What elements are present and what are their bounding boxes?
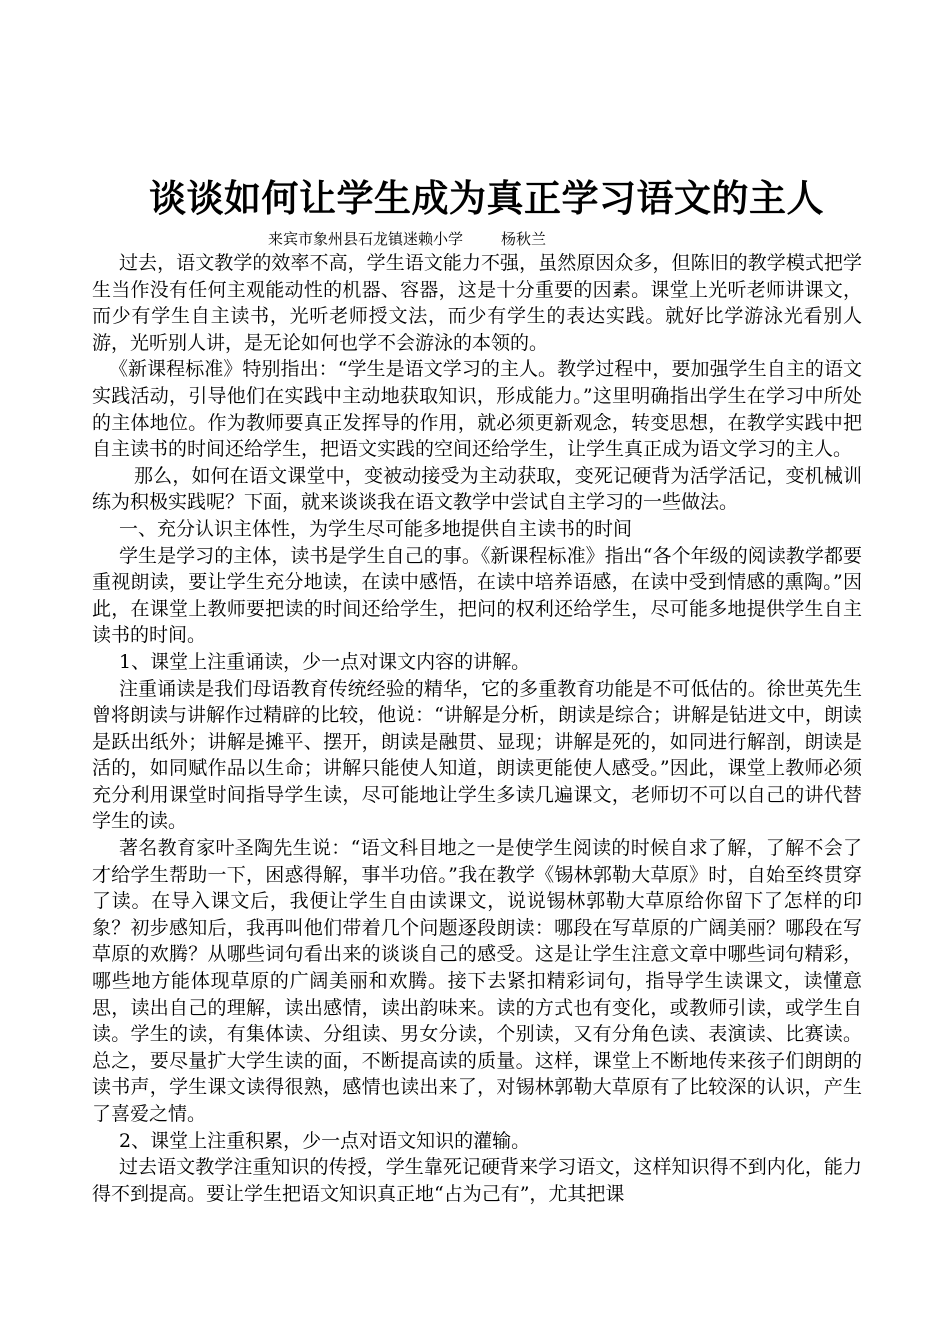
paragraph: 注重诵读是我们母语教育传统经验的精华，它的多重教育功能是不可低估的。徐世英先生曾将朗读与讲解作过精辟的比较，他说：“讲解是分析，朗读是综合；讲解是钻进文中，朗读是跃出纸外；讲解是摊平、摆开，朗读是融贯、显现；讲解是死的，如同进行解剖，朗读是活的，如同赋作品以生命；讲解只能使人知道，朗读更能使人感受。”因此，课堂上教师必须充分利用课堂时间指导学生读，尽可能地让学生多读几遍课文，老师切不可以自己的讲代替学生的读。 bbox=[92, 677, 862, 833]
document-page bbox=[92, 168, 862, 1207]
paragraph: 过去，语文教学的效率不高，学生语文能力不强，虽然原因众多，但陈旧的教学模式把学生当作没有任何主观能动性的机器、容器，这是十分重要的因素。课堂上光听老师讲课文，而少有学生自主读书，光听老师授文法，而少有学生的表达实践。就好比学游泳光看别人游，光听别人讲，是无论如何也学不会游泳的本领的。 bbox=[92, 252, 862, 354]
document-body bbox=[92, 250, 862, 1207]
author-name: 杨秋兰 bbox=[501, 230, 547, 248]
paragraph: 那么，如何在语文课堂中，变被动接受为主动获取，变死记硬背为活学活记，变机械训练为积极实践呢？下面，就来谈谈我在语文教学中尝试自主学习的一些做法。 bbox=[92, 464, 862, 514]
section-heading: 一、充分认识主体性，为学生尽可能多地提供自主读书的时间 bbox=[119, 517, 633, 540]
paragraph: 《新课程标准》特别指出：“学生是语文学习的主人。教学过程中，要加强学生自主的语文实践活动，引导他们在实践中主动地获取知识，形成能力。”这里明确指出学生在学习中所处的主体地位。作为教师要真正发挥导的作用，就必须更新观念，转变思想，在教学实践中把自主读书的时间还给学生，把语文实践的空间还给学生，让学生真正成为语文学习的主人。 bbox=[92, 358, 862, 461]
document-title: 谈谈如何让学生成为真正学习语文的主人 bbox=[149, 176, 824, 220]
paragraph: 过去语文教学注重知识的传授，学生靠死记硬背来学习语文，这样知识得不到内化，能力得不到提高。要让学生把语文知识真正地“占为己有”，尤其把课 bbox=[92, 1156, 862, 1205]
author-byline bbox=[268, 228, 862, 250]
paragraph: 学生是学习的主体，读书是学生自己的事。《新课程标准》指出“各个年级的阅读教学都要重视朗读，要让学生充分地读，在读中感悟，在读中培养语感，在读中受到情感的熏陶。”因此，在课堂上教师要把读的时间还给学生，把问的权利还给学生，尽可能多地提供学生自主读书的时间。 bbox=[92, 544, 862, 647]
subsection-heading: 1、课堂上注重诵读，少一点对课文内容的讲解。 bbox=[119, 650, 531, 673]
subsection-heading: 2、课堂上注重积累，少一点对语文知识的灌输。 bbox=[119, 1129, 531, 1152]
author-unit: 来宾市象州县石龙镇迷赖小学 bbox=[268, 230, 464, 248]
paragraph: 著名教育家叶圣陶先生说：“语文科目地之一是使学生阅读的时候自求了解，了解不会了才给学生帮助一下，困惑得解，事半功倍。”我在教学《锡林郭勒大草原》时，自始至终贯穿了读。在导入课文后，我便让学生自由读课文，说说锡林郭勒大草原给你留下了怎样的印象？初步感知后，我再叫他们带着几个问题逐段朗读：哪段在写草原的广阔美丽？哪段在写草原的欢腾？从哪些词句看出来的谈谈自己的感受。这是让学生注意文章中哪些词句精彩，哪些地方能体现草原的广阔美丽和欢腾。接下去紧扣精彩词句，指导学生读课文，读懂意思，读出自己的理解，读出感情，读出韵味来。读的方式也有变化，或教师引读，或学生自读。学生的读，有集体读、分组读、男女分读，个别读，又有分角色读、表演读、比赛读。总之，要尽量扩大学生读的面，不断提高读的质量。这样，课堂上不断地传来孩子们朗朗的读书声，学生课文读得很熟，感情也读出来了，对锡林郭勒大草原有了比较深的认识，产生了喜爱之情。 bbox=[92, 837, 862, 1125]
